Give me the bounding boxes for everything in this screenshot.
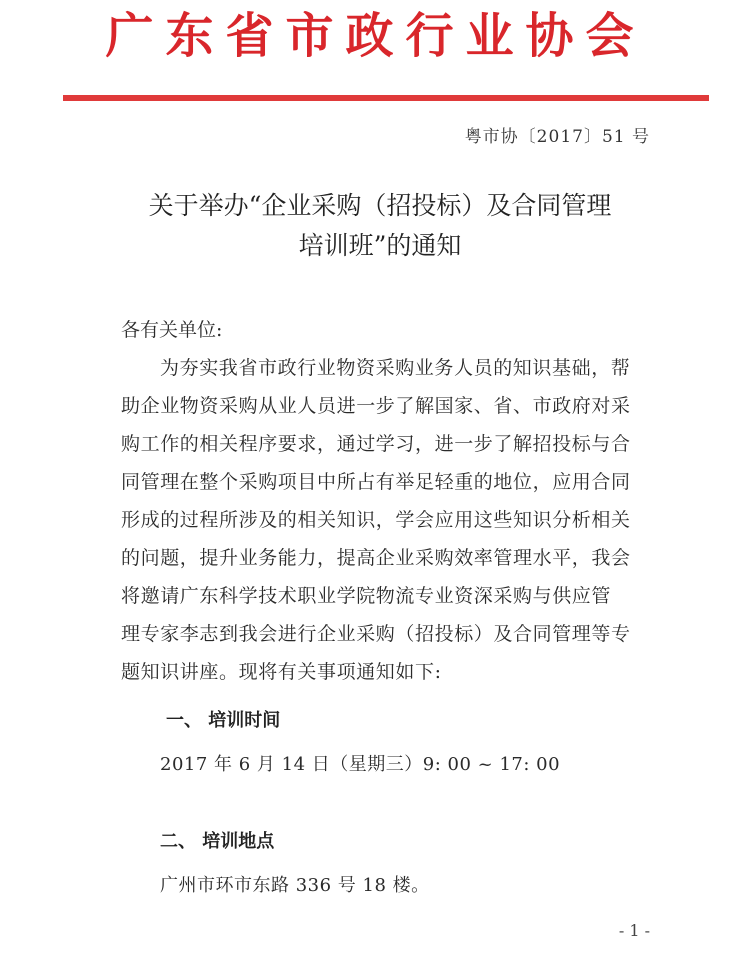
letterhead-divider: [63, 95, 709, 101]
section-heading-training-time: 一、 培训时间: [166, 710, 281, 731]
organization-letterhead: 广东省市政行业协会: [105, 8, 646, 64]
body-line: 的问题，提升业务能力，提高企业采购效率管理水平，我会: [121, 547, 631, 569]
notice-title-line-1: 关于举办“企业采购（招投标）及合同管理: [148, 191, 612, 220]
body-line: 将邀请广东科学技术职业学院物流专业资深采购与供应管: [121, 585, 612, 607]
body-line: 理专家李志到我会进行企业采购（招投标）及合同管理等专: [121, 623, 631, 645]
body-line: 购工作的相关程序要求，通过学习，进一步了解招投标与合: [121, 433, 631, 455]
training-location-value: 广州市环市东路 336 号 18 楼。: [160, 875, 430, 896]
page-number: - 1 -: [618, 921, 650, 940]
notice-title-line-2: 培训班”的通知: [298, 231, 462, 260]
body-line: 同管理在整个采购项目中所占有举足轻重的地位，应用合同: [121, 471, 631, 493]
document-number: 粤市协〔2017〕51 号: [464, 127, 650, 147]
body-line: 题知识讲座。现将有关事项通知如下:: [121, 661, 442, 683]
salutation: 各有关单位:: [121, 319, 223, 341]
section-heading-training-location: 二、 培训地点: [160, 831, 275, 852]
body-line: 形成的过程所涉及的相关知识，学会应用这些知识分析相关: [121, 509, 631, 531]
notice-title: [60, 186, 700, 266]
body-line: 助企业物资采购从业人员进一步了解国家、省、市政府对采: [121, 395, 631, 417]
body-line: 为夯实我省市政行业物资采购业务人员的知识基础，帮: [160, 357, 631, 379]
training-time-value: 2017 年 6 月 14 日（星期三）9: 00 ~ 17: 00: [160, 754, 561, 775]
